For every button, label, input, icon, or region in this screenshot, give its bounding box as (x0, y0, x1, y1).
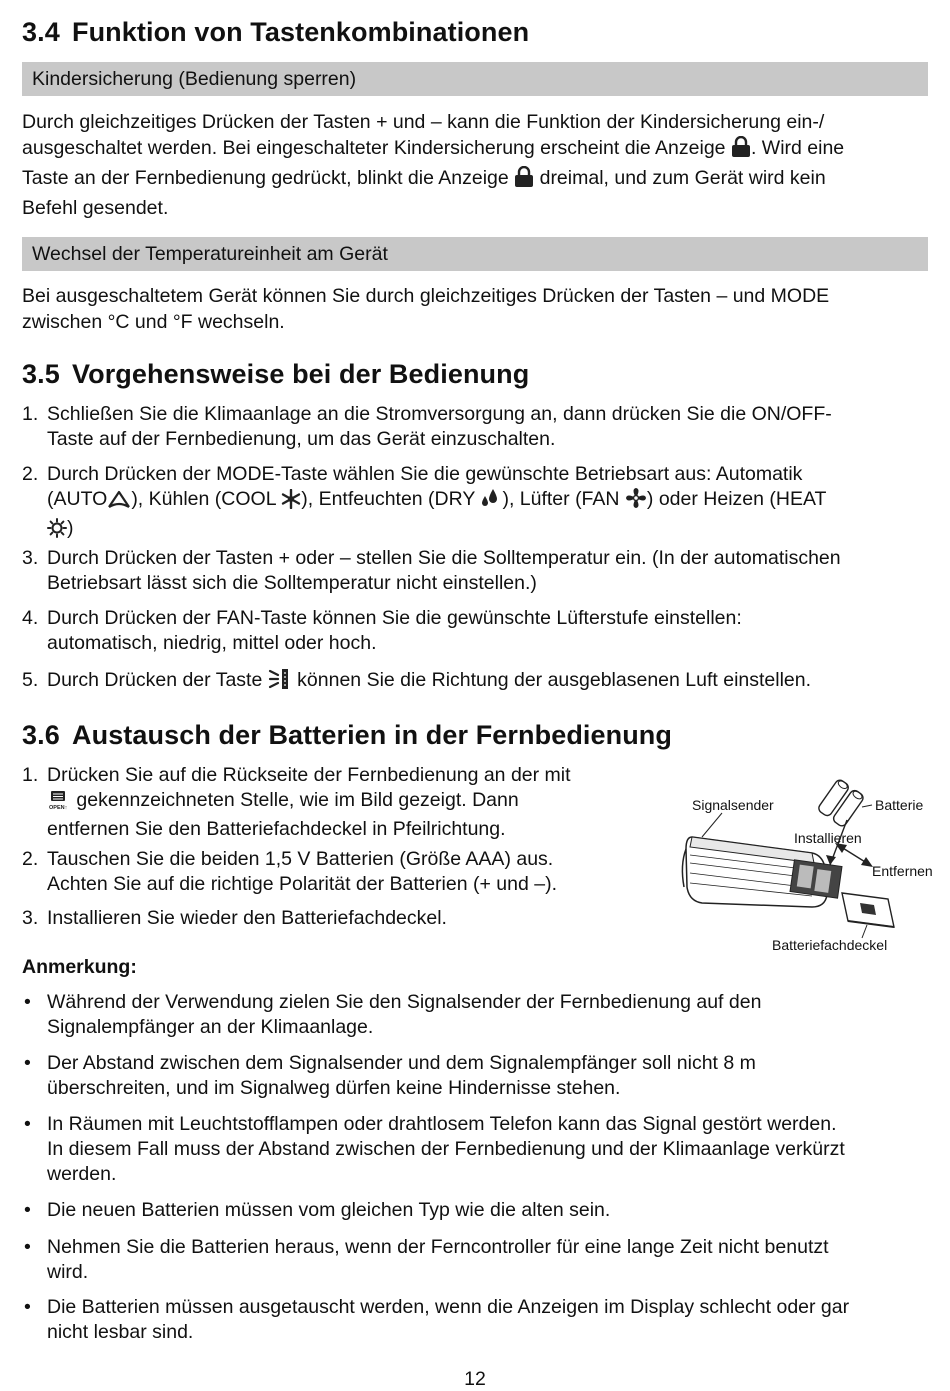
text-line: Während der Verwendung zielen Sie den Signalsender der Fernbedienung auf den (47, 991, 762, 1013)
text-line: Signalempfänger an der Klimaanlage. (47, 1016, 374, 1038)
list-text (47, 462, 826, 545)
text-line (22, 165, 928, 195)
list-number: 1. (22, 403, 39, 425)
text-span: Taste an der Fernbedienung gedrückt, blinkt die Anzeige (22, 167, 509, 189)
cool-mode-icon (281, 489, 301, 516)
bullet: • (24, 1199, 31, 1221)
text-line: Durch Drücken der FAN-Taste können Sie die gewünschte Lüfterstufe einstellen: (47, 607, 742, 629)
section-title: Vorgehensweise bei der Bedienung (72, 359, 530, 389)
section-heading-3-5 (22, 359, 529, 390)
list-item (22, 763, 642, 838)
section-number: 3.4 (22, 17, 60, 47)
text-span: . Wird eine (750, 137, 845, 159)
text-line: Die Batterien müssen ausgetauscht werden, wenn die Anzeigen im Display schlecht oder gar (47, 1296, 850, 1318)
note-text (47, 1112, 927, 1187)
list-text (47, 763, 571, 842)
text-span: ), Entfeuchten (DRY (301, 488, 476, 510)
text-line (47, 516, 826, 545)
note-item (22, 990, 928, 1040)
text-line: Der Abstand zwischen dem Signalsender und dem Signalempfänger soll nicht 8 m (47, 1052, 756, 1074)
subsection-bar-child-lock: Kindersicherung (Bedienung sperren) (22, 62, 928, 96)
page-number: 12 (464, 1368, 486, 1390)
note-item (22, 1112, 928, 1187)
text-span: dreimal, und zum Gerät wird kein (539, 167, 826, 189)
list-number: 2. (22, 463, 39, 485)
open-press-icon (47, 790, 71, 817)
text-span: ), Kühlen (COOL (131, 488, 276, 510)
section-title: Funktion von Tastenkombinationen (72, 17, 530, 47)
section-title: Austausch der Batterien in der Fernbedienung (72, 720, 672, 750)
text-span: gekennzeichneten Stelle, wie im Bild gezeigt. Dann (76, 789, 519, 811)
text-line: Tauschen Sie die beiden 1,5 V Batterien (Größe AAA) aus. (47, 848, 554, 870)
text-line: Taste auf der Fernbedienung, um das Gerät einzuschalten. (47, 428, 556, 450)
list-item (22, 906, 642, 932)
note-item (22, 1235, 928, 1285)
section-number: 3.5 (22, 359, 60, 389)
figure-label-batteriefachdeckel: Batteriefachdeckel (772, 937, 888, 953)
text-line: entfernen Sie den Batteriefachdeckel in Pfeilrichtung. (47, 818, 506, 840)
list-item (22, 847, 642, 897)
list-number: 3. (22, 907, 39, 929)
text-line (22, 135, 928, 165)
list-text (47, 668, 811, 697)
text-line: Befehl gesendet. (22, 197, 169, 219)
list-number: 3. (22, 547, 39, 569)
list-item (22, 462, 928, 537)
auto-mode-icon (107, 489, 131, 516)
section-number: 3.6 (22, 720, 60, 750)
fan-mode-icon (625, 487, 647, 516)
battery-replacement-figure (662, 775, 933, 960)
text-line: überschreiten, und im Signalweg dürfen keine Hindernisse stehen. (47, 1077, 621, 1099)
note-item (22, 1295, 928, 1345)
text-line: wird. (47, 1261, 89, 1283)
text-span: ) (67, 517, 74, 539)
dry-mode-icon (480, 487, 502, 516)
text-line: Nehmen Sie die Batterien heraus, wenn der Ferncontroller für eine lange Zeit nicht benutzt (47, 1236, 829, 1258)
list-text (47, 847, 557, 897)
text-span: ) oder Heizen (HEAT (646, 488, 827, 510)
bullet: • (24, 1296, 31, 1318)
list-number: 2. (22, 848, 39, 870)
text-span: ), Lüfter (FAN (502, 488, 620, 510)
text-line: In Räumen mit Leuchtstofflampen oder drahtlosem Telefon kann das Signal gestört werden. (47, 1113, 837, 1135)
list-item (22, 606, 928, 656)
open-icon-label: OPEN↑ (49, 805, 68, 810)
figure-label-entfernen: Entfernen (872, 863, 933, 879)
text-line (47, 788, 571, 817)
figure-label-batterie: Batterie (875, 797, 924, 813)
section-heading-3-4 (22, 17, 529, 48)
list-number: 5. (22, 669, 39, 691)
note-text (47, 1198, 927, 1223)
text-line: Drücken Sie auf die Rückseite der Fernbedienung an der mit (47, 764, 571, 786)
text-line: Durch Drücken der MODE-Taste wählen Sie die gewünschte Betriebsart aus: Automatik (47, 463, 803, 485)
text-line: Installieren Sie wieder den Batteriefachdeckel. (47, 907, 447, 929)
text-line: Schließen Sie die Klimaanlage an die Stromversorgung an, dann drücken Sie die ON/OFF- (47, 403, 832, 425)
text-line: werden. (47, 1163, 117, 1185)
child-lock-paragraph (22, 109, 928, 221)
text-span: können Sie die Richtung der ausgeblasenen Luft einstellen. (297, 669, 812, 691)
text-line: Durch gleichzeitiges Drücken der Tasten + und – kann die Funktion der Kindersicherung ein-/ (22, 111, 825, 133)
lock-icon (514, 166, 534, 195)
text-line (47, 487, 826, 516)
section-heading-3-6 (22, 720, 672, 751)
text-span: Durch Drücken der Taste (47, 669, 263, 691)
figure-label-installieren: Installieren (794, 830, 862, 846)
bullet: • (24, 1052, 31, 1074)
text-line: Achten Sie auf die richtige Polarität der Batterien (+ und –). (47, 873, 557, 895)
list-text (47, 402, 832, 452)
list-item (22, 546, 928, 596)
note-text (47, 1295, 927, 1345)
swing-icon (268, 668, 292, 697)
note-text (47, 990, 927, 1040)
figure-label-signalsender: Signalsender (692, 797, 774, 813)
text-line: Die neuen Batterien müssen vom gleichen Typ wie die alten sein. (47, 1199, 611, 1221)
list-text (47, 906, 447, 931)
text-line: zwischen °C und °F wechseln. (22, 311, 285, 333)
list-item (22, 402, 928, 452)
lock-icon (731, 136, 751, 165)
note-item (22, 1198, 928, 1224)
temperature-unit-paragraph (22, 283, 928, 335)
text-line: Bei ausgeschaltetem Gerät können Sie durch gleichzeitiges Drücken der Tasten – und MODE (22, 285, 830, 307)
list-number: 4. (22, 607, 39, 629)
text-span: ausgeschaltet werden. Bei eingeschalteter Kindersicherung erscheint die Anzeige (22, 137, 726, 159)
list-item (22, 668, 928, 694)
heat-mode-icon (47, 518, 67, 545)
list-number: 1. (22, 764, 39, 786)
note-text (47, 1051, 927, 1101)
bullet: • (24, 991, 31, 1013)
text-line: Durch Drücken der Tasten + oder – stellen Sie die Solltemperatur ein. (In der automatischen (47, 547, 841, 569)
text-span: (AUTO (47, 488, 108, 510)
bullet: • (24, 1236, 31, 1258)
subsection-bar-temperature-unit: Wechsel der Temperatureinheit am Gerät (22, 237, 928, 271)
text-line: Betriebsart lässt sich die Solltemperatur nicht einstellen.) (47, 572, 537, 594)
note-title: Anmerkung: (22, 956, 137, 978)
text-line (47, 668, 811, 697)
note-text (47, 1235, 927, 1285)
list-text (47, 546, 841, 596)
note-item (22, 1051, 928, 1101)
bullet: • (24, 1113, 31, 1135)
text-line: In diesem Fall muss der Abstand zwischen der Fernbedienung und der Klimaanlage verkürzt (47, 1138, 845, 1160)
text-line: nicht lesbar sind. (47, 1321, 194, 1343)
text-line: automatisch, niedrig, mittel oder hoch. (47, 632, 377, 654)
list-text (47, 606, 742, 656)
